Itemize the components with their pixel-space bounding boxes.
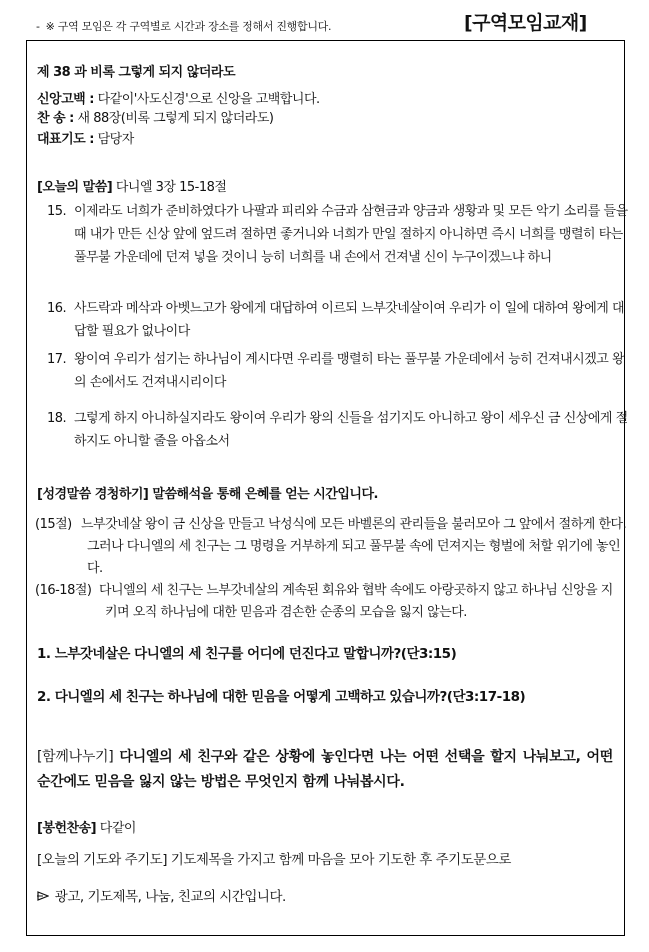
creed-label: 신앙고백 :: [37, 92, 94, 107]
closing-prayer-row: [37, 852, 511, 868]
verse-number: 17.: [47, 352, 67, 367]
verse-number: 15.: [47, 204, 67, 219]
interpretation-text: 다니엘의 세 친구는 느부갓네살의 계속된 회유와 협박 속에도 아랑곳하지 않고 하나님 신앙을 지키며 오직 하나님에 대한 믿음과 겸손한 순종의 모습을 잃지 않는다.: [99, 583, 613, 620]
listen-desc: 말씀해석을 통해 은혜를 얻는 시간입니다.: [152, 487, 378, 502]
prayer-label: 대표기도 :: [37, 132, 94, 147]
header-note-text: ※ 구역 모임은 각 구역별로 시간과 장소를 정해서 진행합니다.: [45, 20, 332, 33]
offering-label: [봉헌찬송]: [37, 821, 97, 836]
interpretation-item: [35, 580, 625, 624]
hymn-row: [37, 111, 274, 127]
prayer-row: [37, 132, 134, 148]
share-label: [함께나누기]: [37, 749, 114, 765]
hymn-label: 찬 송 :: [37, 111, 74, 126]
verse-number: 16.: [47, 301, 67, 316]
interpretation-label: (15절): [35, 517, 72, 532]
verse-text: 사드락과 메삭과 아벳느고가 왕에게 대답하여 이르되 느부갓네살이여 우리가 이 일에 대하여 왕에게 대답할 필요가 없나이다: [74, 301, 625, 339]
hymn-value: 새 88장(비록 그렇게 되지 않더라도): [77, 111, 274, 126]
closing-prayer-text: 기도제목을 가지고 함께 마음을 모아 기도한 후 주기도문으로: [170, 852, 511, 868]
interpretation-text: 느부갓네살 왕이 금 신상을 만들고 낙성식에 모든 바벨론의 관리들을 불러모아 그 앞에서 절하게 한다. 그러나 다니엘의 세 친구는 그 명령을 거부하게 되고 풀무불 속에 던져지는 형벌에 처할 위기에 놓인다.: [81, 517, 627, 576]
header-dash: -: [36, 20, 40, 33]
listen-header: [37, 487, 378, 503]
interpretation-item: [35, 514, 625, 580]
offering-text: 다같이: [99, 821, 136, 836]
closing-text: 광고, 기도제목, 나눔, 친교의 시간입니다.: [54, 889, 286, 905]
header-note: [36, 18, 331, 34]
creed-value: 다같이'사도신경'으로 신앙을 고백합니다.: [97, 92, 320, 107]
scripture-ref: 다니엘 3장 15-18절: [115, 180, 227, 195]
pointer-icon: [37, 889, 51, 905]
lesson-title: 제 38 과 비록 그렇게 되지 않더라도: [37, 65, 236, 80]
question-1: 1. 느부갓네살은 다니엘의 세 친구를 어디에 던진다고 말합니까?(단3:15): [37, 646, 457, 662]
verse-text: 왕이여 우리가 섬기는 하나님이 계시다면 우리를 맹렬히 타는 풀무불 가운데에서 능히 건져내시겠고 왕의 손에서도 건져내시리이다: [74, 352, 625, 390]
creed-row: [37, 92, 320, 108]
closing-prayer-label: [오늘의 기도와 주기도]: [37, 852, 167, 868]
scripture-header: [37, 180, 226, 196]
share-block: [37, 745, 613, 795]
scripture-label: [오늘의 말씀]: [37, 180, 113, 195]
listen-label: [성경말씀 경청하기]: [37, 487, 149, 502]
closing-row: [37, 889, 286, 905]
lesson-box: [26, 40, 628, 936]
question-2: 2. 다니엘의 세 친구는 하나님에 대한 믿음을 어떻게 고백하고 있습니까?(단3:17-18): [37, 689, 526, 705]
verse-text: 그렇게 하지 아니하실지라도 왕이여 우리가 왕의 신들을 섬기지도 아니하고 왕이 세우신 금 신상에게 절하지도 아니할 줄을 아옵소서: [74, 411, 628, 449]
verse-number: 18.: [47, 411, 67, 426]
verse-text: 이제라도 너희가 준비하였다가 나팔과 피리와 수금과 삼현금과 양금과 생황과 및 모든 악기 소리를 들을 때 내가 만든 신상 앞에 엎드려 절하면 좋거니와 너희가 만일 절하지 아니하면 즉시 너희를 맹렬히 타는 풀무불 가운데에 던져 넣을 것이니 능히 너희를 내 손에서 건져낼 신이 누구이겠느냐 하니: [74, 204, 628, 265]
share-text: 다니엘의 세 친구와 같은 상황에 놓인다면 나는 어떤 선택을 할지 나눠보고, 어떤 순간에도 믿음을 잃지 않는 방법은 무엇인지 함께 나눠봅시다.: [37, 749, 614, 790]
material-badge: [구역모임교재]: [464, 12, 587, 34]
prayer-value: 담당자: [97, 132, 134, 147]
interpretation-label: (16-18절): [35, 583, 92, 598]
offering-row: [37, 821, 136, 837]
